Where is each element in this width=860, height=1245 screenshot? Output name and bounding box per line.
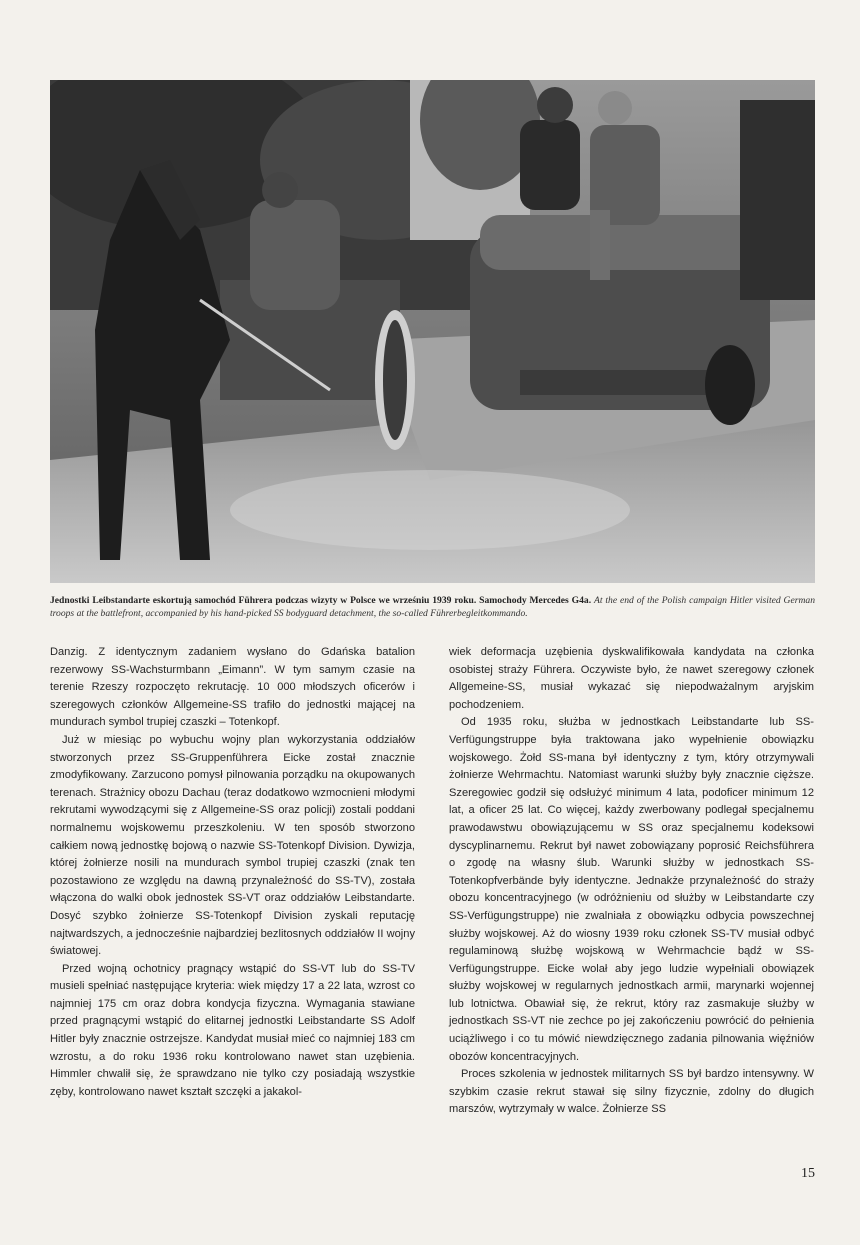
paragraph: Od 1935 roku, służba w jednostkach Leibstandarte lub SS-Verfügungstruppe była traktowana jako wypełnienie obowiązku wojskowego. Żołd SS-mana był identyczny z tym, który otrzymywali żołnierze Wehrmachtu. Natomiast warunki służby były znacznie cięższe. Szeregowiec godził się odsłużyć minimum 4 lata, podoficer minimum 12 lat, a oficer 25 lat. Co więcej, każdy zwerbowany podlegał specjalnemu prawodawstwu obowiązującemu w SS oraz specjalnemu kodeksowi dyscyplinarnemu. Rekrut był nawet zobowiązany poprosić Reichsführera o zgodę na własny ślub. Warunki służby w jednostkach SS-Totenkopfverbände były identyczne. Jednakże przynależność do straży obozu koncentracyjnego (w odróżnieniu od służby w Leibstandarte czy SS-Verfügungstruppe) nie zwalniała z obowiązku odbycia powszechnej służby wojskowej. Aż do wiosny 1939 roku członek SS-TV musiał odbyć regulaminową służbę wojskową w Wehrmachcie bądź w SS-Verfügungstruppe. Eicke wolał aby jego ludzie wypełniali obowiązek służby wojskowej w regularnych jednostkach armii, marynarki wojennej lub lotnictwa. Obawiał się, że rekrut, który raz zasmakuje służby w jednostkach SS-VT nie zechce po jej zakończeniu powrócić do pełnienia uciążliwego i co tu mówić niewdzięcznego zadania pilnowania więźniów obozów koncentracyjnych.	[449, 716, 814, 1063]
left-text-column	[50, 644, 415, 1101]
paragraph: Już w miesiąc po wybuchu wojny plan wykorzystania oddziałów stworzonych przez SS-Gruppenführera Eicke został znacznie zmodyfikowany. Zarzucono pomysł pilnowania porządku na okupowanych terenach. Strażnicy obozu Dachau (teraz dodatkowo wzmocnieni młodymi rekrutami wywodzącymi się z Allgemeine-SS oraz policji) zostali poddani normalnemu wojskowemu przeszkoleniu. W ten sposób stworzono całkiem nową jednostkę bojową o nazwie SS-Totenkopf Division. Dywizja, której żołnierze nosili na mundurach symbol trupiej czaszki (znak ten pozostawiono ze względu na dawną przynależność do SS-TV), została włączona do walki obok jednostek SS-VT oraz oddziałów Leibstandarte. Dosyć szybko żołnierze SS-Totenkopf Division zyskali reputację najtwardszych, a jednocześnie najbardziej bezlitosnych oddziałów II wojny światowej.	[50, 733, 415, 958]
photo-illustration	[50, 80, 815, 583]
page-number: 15	[801, 1166, 815, 1181]
historical-photograph	[50, 80, 815, 583]
right-text-column	[449, 644, 814, 1119]
caption-polish: Jednostki Leibstandarte eskortują samochód Führera podczas wizyty w Polsce we wrześniu 1939 roku. Samochody Mercedes G4a.	[50, 595, 592, 606]
paragraph: Danzig. Z identycznym zadaniem wysłano do Gdańska batalion rezerwowy SS-Wachsturmbann „Eimann”. W tym samym czasie na terenie Rzeszy rozpoczęto rekrutację. 10 000 młodszych oficerów i szeregowych członków Allgemeine-SS trafiło do jednostki mającej na mundurach symbol trupiej czaszki – Totenkopf.	[50, 646, 415, 729]
photo-caption	[50, 594, 815, 620]
paragraph: Proces szkolenia w jednostek militarnych SS był bardzo intensywny. W szybkim czasie rekrut stawał się silny fizycznie, zdolny do długich marszów, wytrzymały w walce. Żołnierze SS	[449, 1068, 814, 1116]
caption-english: At the end of the Polish campaign Hitler visited German troops at the battlefront, accompanied by his hand-picked SS bodyguard detachment, the so-called Führerbegleitkommando.	[50, 595, 816, 619]
paragraph: Przed wojną ochotnicy pragnący wstąpić do SS-VT lub do SS-TV musieli spełniać następujące kryteria: wiek między 17 a 22 lata, wzrost co najmniej 175 cm oraz dobra kondycja fizyczna. Wymagania stawiane przed pragnącymi wstąpić do elitarnej jednostki Leibstandarte SS Adolf Hitler były znacznie ostrzejsze. Kandydat musiał mieć co najmniej 183 cm wzrostu, a do roku 1936 roku kontrolowano nawet stan uzębienia. Himmler chwalił się, że sprawdzano nie tylko czy posiadają wszystkie zęby, kontrolowano nawet kształt szczęki a jakakol-	[50, 962, 415, 1098]
paragraph: wiek deformacja uzębienia dyskwalifikowała kandydata na członka osobistej straży Führera. Oczywiste było, że nawet szeregowy członek Allgemeine-SS, musiał wykazać się niepodważalnym aryjskim pochodzeniem.	[449, 646, 814, 711]
